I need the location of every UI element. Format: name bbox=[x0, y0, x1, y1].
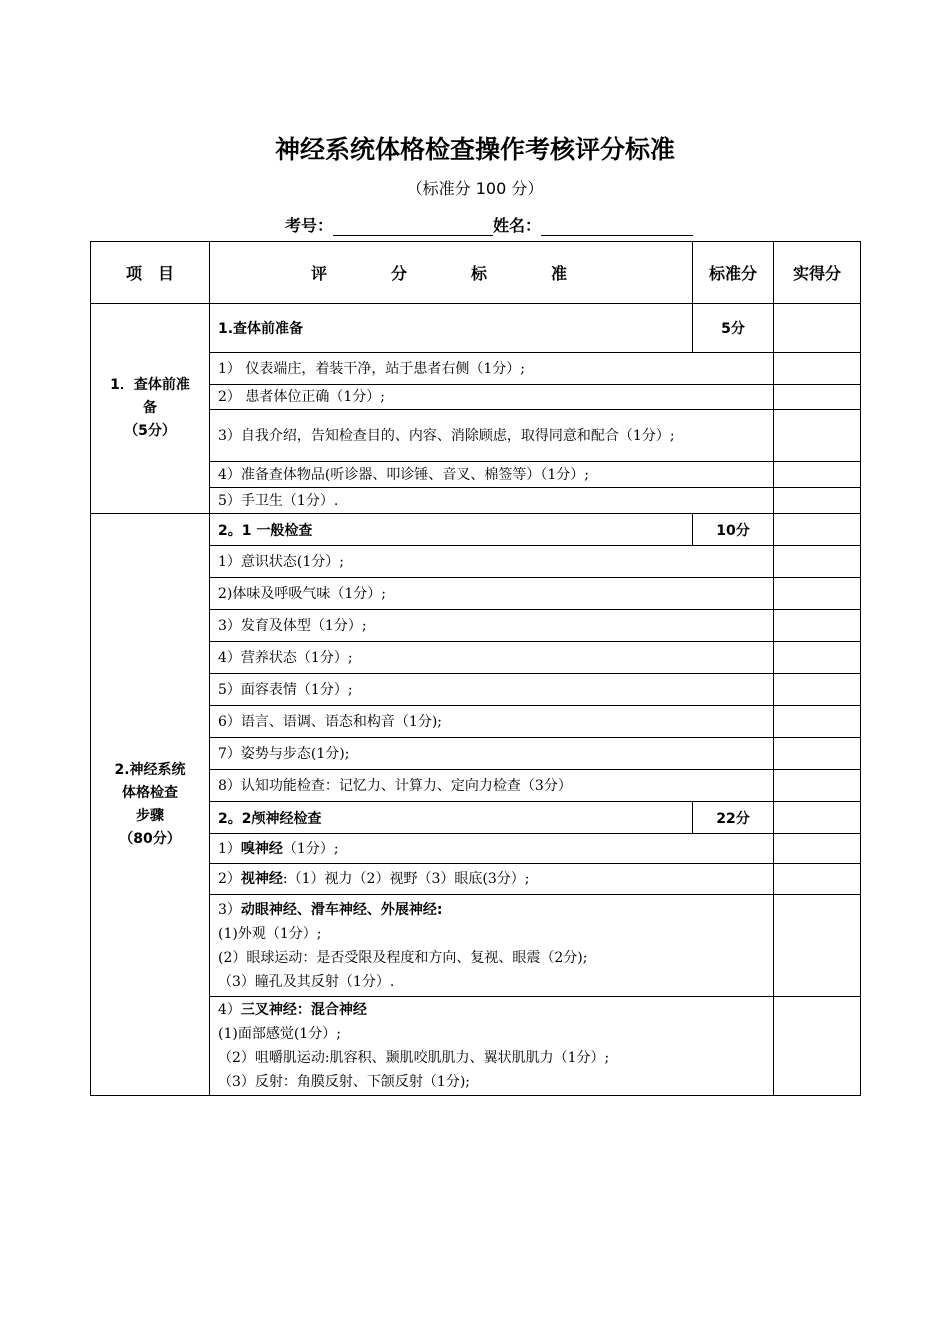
actual-score-cell[interactable] bbox=[774, 770, 861, 802]
exam-number-label: 考号： bbox=[285, 216, 334, 235]
table-header-row bbox=[91, 242, 861, 304]
actual-score-cell[interactable] bbox=[774, 674, 861, 706]
section1-project-cell: 1．查体前准 备 （5分） bbox=[91, 304, 210, 514]
criteria-item: 8）认知功能检查：记忆力、计算力、定向力检查（3分） bbox=[210, 770, 774, 802]
scoring-table bbox=[90, 241, 861, 1096]
actual-score-cell[interactable] bbox=[774, 304, 861, 353]
section2-project-cell: 2.神经系统 体格检查 步骤 （80分） bbox=[91, 514, 210, 1096]
actual-score-cell[interactable] bbox=[774, 642, 861, 674]
header-criteria: 评 分 标 准 bbox=[210, 242, 693, 304]
criteria-item: 5）手卫生（1分）. bbox=[210, 488, 774, 514]
id-line bbox=[285, 213, 693, 236]
actual-score-cell[interactable] bbox=[774, 834, 861, 864]
criteria-item: 4）三叉神经：混合神经 (1)面部感觉(1分）; （2）咀嚼肌运动:肌容积、颞肌咬肌肌力、翼状肌肌力（1分）; （3）反射：角膜反射、下颌反射（1分); bbox=[210, 997, 774, 1096]
actual-score-cell[interactable] bbox=[774, 706, 861, 738]
criteria-item: 1）意识状态(1分）; bbox=[210, 546, 774, 578]
name-label: 姓名： bbox=[493, 216, 542, 235]
header-standard: 标准分 bbox=[693, 242, 774, 304]
criteria-item: 3）动眼神经、滑车神经、外展神经: (1)外观（1分）; (2）眼球运动：是否受限及程度和方向、复视、眼震（2分); （3）瞳孔及其反射（1分）. bbox=[210, 895, 774, 997]
criteria-item: 4）营养状态（1分）; bbox=[210, 642, 774, 674]
criteria-item: 5）面容表情（1分）; bbox=[210, 674, 774, 706]
actual-score-cell[interactable] bbox=[774, 462, 861, 488]
actual-score-cell[interactable] bbox=[774, 610, 861, 642]
table-row bbox=[91, 514, 861, 546]
criteria-item: 6）语言、语调、语态和构音（1分); bbox=[210, 706, 774, 738]
table-row bbox=[91, 304, 861, 353]
criteria-item: 1）嗅神经（1分）; bbox=[210, 834, 774, 864]
criteria-item: 1） 仪表端庄，着装干净，站于患者右侧（1分）; bbox=[210, 353, 774, 385]
criteria-item: 3）自我介绍，告知检查目的、内容、消除顾虑，取得同意和配合（1分）; bbox=[210, 410, 774, 462]
criteria-item: 2)体味及呼吸气味（1分）; bbox=[210, 578, 774, 610]
actual-score-cell[interactable] bbox=[774, 385, 861, 410]
section1-score: 5分 bbox=[693, 304, 774, 353]
page-subtitle: （标准分 100 分） bbox=[406, 179, 544, 198]
page-title: 神经系统体格检查操作考核评分标准 bbox=[274, 135, 675, 164]
criteria-item: 3）发育及体型（1分）; bbox=[210, 610, 774, 642]
subsection-cranial-score: 22分 bbox=[693, 802, 774, 834]
actual-score-cell[interactable] bbox=[774, 353, 861, 385]
actual-score-cell[interactable] bbox=[774, 895, 861, 997]
actual-score-cell[interactable] bbox=[774, 997, 861, 1096]
actual-score-cell[interactable] bbox=[774, 578, 861, 610]
actual-score-cell[interactable] bbox=[774, 410, 861, 462]
actual-score-cell[interactable] bbox=[774, 546, 861, 578]
actual-score-cell[interactable] bbox=[774, 514, 861, 546]
subsection-cranial-title: 2。2颅神经检查 bbox=[210, 802, 693, 834]
exam-number-field[interactable] bbox=[333, 217, 493, 236]
name-field[interactable] bbox=[541, 217, 693, 236]
actual-score-cell[interactable] bbox=[774, 488, 861, 514]
criteria-item: 2）视神经:（1）视力（2）视野（3）眼底(3分）; bbox=[210, 864, 774, 895]
header-project: 项 目 bbox=[91, 242, 210, 304]
criteria-item: 4）准备查体物品(听诊器、叩诊锤、音叉、棉签等）（1分）; bbox=[210, 462, 774, 488]
header-actual: 实得分 bbox=[774, 242, 861, 304]
actual-score-cell[interactable] bbox=[774, 802, 861, 834]
criteria-item: 2） 患者体位正确（1分）; bbox=[210, 385, 774, 410]
actual-score-cell[interactable] bbox=[774, 738, 861, 770]
actual-score-cell[interactable] bbox=[774, 864, 861, 895]
subsection-general-score: 10分 bbox=[693, 514, 774, 546]
section1-title: 1.查体前准备 bbox=[210, 304, 693, 353]
criteria-item: 7）姿势与步态(1分); bbox=[210, 738, 774, 770]
subsection-general-title: 2。1 一般检查 bbox=[210, 514, 693, 546]
